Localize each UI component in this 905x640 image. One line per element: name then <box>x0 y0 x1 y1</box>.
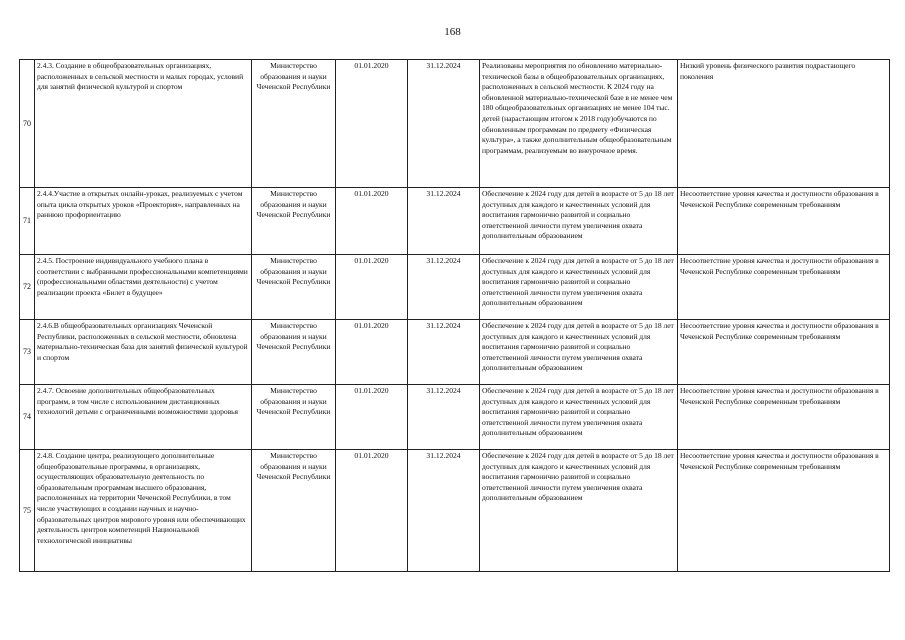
start-date-cell: 01.01.2020 <box>336 188 408 255</box>
result-cell: Обеспечение к 2024 году для детей в возрасте от 5 до 18 лет доступных для каждого и качественных условий для воспитания гармонично развитой и социально ответственной личности путем увеличения охвата дополнительным образованием <box>480 385 678 450</box>
end-date-cell: 31.12.2024 <box>408 320 480 385</box>
table-row <box>20 385 890 450</box>
event-cell: 2.4.8. Создание центра, реализующего дополнительные общеобразовательные программы, в организациях, осуществляющих образовательную деятельность по образовательным программам высшего образования, расположенных на территории Чеченской Республики, в том числе участвующих в создании научных и научно-образовательных центров мирового уровня или обеспечивающих деятельность центров компетенций Национальной технологической инициативы <box>35 450 252 572</box>
event-cell: 2.4.4.Участие в открытых онлайн-уроках, реализуемых с учетом опыта цикла открытых уроков «Проектория», направленных на раннюю профориентацию <box>35 188 252 255</box>
result-cell: Реализованы мероприятия по обновлению материально-технической базы в общеобразовательных организациях, расположенных в сельской местности. К 2024 году на обновленной материально-технической базе в не менее чем 180 общеобразовательных организациях не менее 104 тыс. детей (нарастающим итогом к 2018 году)обучаются по обновленным программам по предмету «Физическая культура», а также дополнительным общеобразовательным программам, реализуемым во внеурочное время. <box>480 60 678 188</box>
row-number: 74 <box>20 385 35 450</box>
event-cell: 2.4.3. Создание в общеобразовательных организациях, расположенных в сельской местности и малых городах, условий для занятий физической культурой и спортом <box>35 60 252 188</box>
consequence-cell: Несоответствие уровня качества и доступности образования в Чеченской Республике современным требованиям <box>678 385 890 450</box>
consequence-cell: Несоответствие уровня качества и доступности образования в Чеченской Республике современным требованиям <box>678 188 890 255</box>
start-date-cell: 01.01.2020 <box>336 60 408 188</box>
row-number: 75 <box>20 450 35 572</box>
executor-cell: Министерство образования и науки Чеченской Республики <box>252 385 336 450</box>
result-cell: Обеспечение к 2024 году для детей в возрасте от 5 до 18 лет доступных для каждого и качественных условий для воспитания гармонично развитой и социально ответственной личности путем увеличения охвата дополнительным образованием <box>480 188 678 255</box>
consequence-cell: Несоответствие уровня качества и доступности образования в Чеченской Республике современным требованиям <box>678 320 890 385</box>
executor-cell: Министерство образования и науки Чеченской Республики <box>252 188 336 255</box>
row-number: 70 <box>20 60 35 188</box>
end-date-cell: 31.12.2024 <box>408 255 480 320</box>
table-row <box>20 450 890 572</box>
end-date-cell: 31.12.2024 <box>408 385 480 450</box>
row-number: 72 <box>20 255 35 320</box>
start-date-cell: 01.01.2020 <box>336 450 408 572</box>
result-cell: Обеспечение к 2024 году для детей в возрасте от 5 до 18 лет доступных для каждого и качественных условий для воспитания гармонично развитой и социально ответственной личности путем увеличения охвата дополнительным образованием <box>480 450 678 572</box>
start-date-cell: 01.01.2020 <box>336 385 408 450</box>
end-date-cell: 31.12.2024 <box>408 188 480 255</box>
result-cell: Обеспечение к 2024 году для детей в возрасте от 5 до 18 лет доступных для каждого и качественных условий для воспитания гармонично развитой и социально ответственной личности путем увеличения охвата дополнительным образованием <box>480 320 678 385</box>
row-number: 73 <box>20 320 35 385</box>
start-date-cell: 01.01.2020 <box>336 255 408 320</box>
result-cell: Обеспечение к 2024 году для детей в возрасте от 5 до 18 лет доступных для каждого и качественных условий для воспитания гармонично развитой и социально ответственной личности путем увеличения охвата дополнительным образованием <box>480 255 678 320</box>
table-row <box>20 255 890 320</box>
executor-cell: Министерство образования и науки Чеченской Республики <box>252 60 336 188</box>
consequence-cell: Несоответствие уровня качества и доступности образования в Чеченской Республике современным требованиям <box>678 255 890 320</box>
executor-cell: Министерство образования и науки Чеченской Республики <box>252 255 336 320</box>
event-cell: 2.4.6.В общеобразовательных организациях Чеченской Республики, расположенных в сельской местности, обновлена материально-техническая база для занятий физической культурой и спортом <box>35 320 252 385</box>
executor-cell: Министерство образования и науки Чеченской Республики <box>252 450 336 572</box>
table-row <box>20 320 890 385</box>
event-cell: 2.4.7. Освоение дополнительных общеобразовательных программ, в том числе с использованием дистанционных технологий детьми с ограниченными возможностями здоровья <box>35 385 252 450</box>
consequence-cell: Несоответствие уровня качества и доступности образования в Чеченской Республике современным требованиям <box>678 450 890 572</box>
table-row <box>20 60 890 188</box>
table-row <box>20 188 890 255</box>
end-date-cell: 31.12.2024 <box>408 60 480 188</box>
row-number: 71 <box>20 188 35 255</box>
consequence-cell: Низкий уровень физического развития подрастающего поколения <box>678 60 890 188</box>
start-date-cell: 01.01.2020 <box>336 320 408 385</box>
end-date-cell: 31.12.2024 <box>408 450 480 572</box>
event-cell: 2.4.5. Построение индивидуального учебного плана в соответствии с выбранными профессиональными компетенциями (профессиональными областями деятельности) с учетом реализации проекта «Билет в будущее» <box>35 255 252 320</box>
page-number: 168 <box>444 26 461 38</box>
measures-table <box>19 59 890 572</box>
executor-cell: Министерство образования и науки Чеченской Республики <box>252 320 336 385</box>
